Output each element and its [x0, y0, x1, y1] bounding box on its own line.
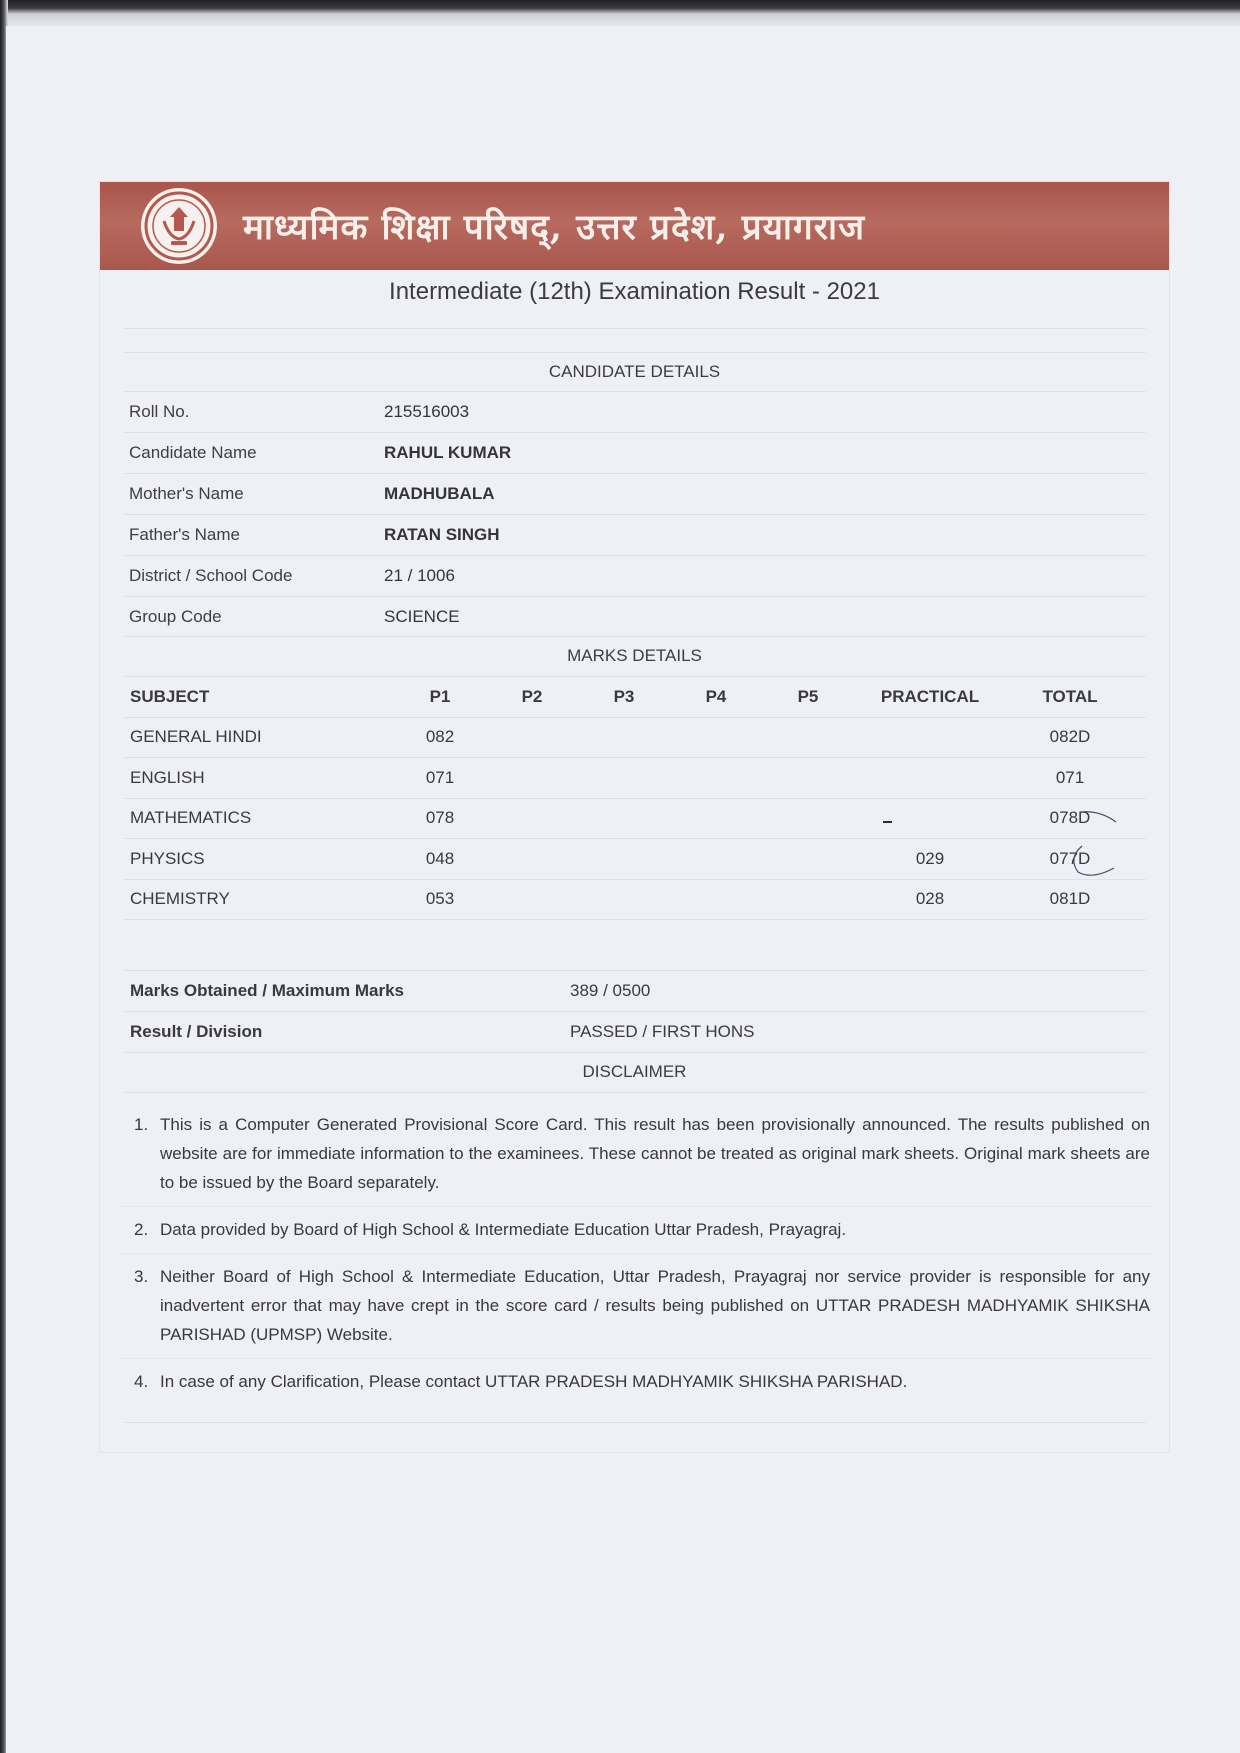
divider — [124, 352, 1146, 353]
column-header: SUBJECT — [130, 687, 210, 706]
divider — [124, 1422, 1146, 1423]
p1-cell: 071 — [425, 768, 455, 787]
upmsp-seal-icon — [141, 188, 217, 264]
board-name: माध्यमिक शिक्षा परिषद्, उत्तर प्रदेश, प्रयागराज — [243, 206, 866, 248]
total-cell: 081D — [1049, 889, 1091, 908]
candidate-row-school-code — [100, 556, 1169, 596]
field-label: District / School Code — [129, 566, 293, 585]
item-text: This is a Computer Generated Provisional Score Card. This result has been provisionally announced. The results published on website are for immediate information to the examinees. These cannot be treated as original mark sheets. Original mark sheets are to be issued by the Board separately. — [160, 1115, 1150, 1192]
field-value: SCIENCE — [384, 607, 460, 626]
item-number: 2. — [134, 1220, 149, 1239]
total-cell: 082D — [1049, 727, 1091, 746]
table-row — [100, 717, 1169, 757]
divider — [124, 636, 1146, 637]
result-card — [99, 181, 1170, 1453]
divider — [124, 1052, 1146, 1053]
field-label: Father's Name — [129, 525, 240, 544]
candidate-row-roll — [100, 392, 1169, 432]
p1-cell: 082 — [425, 727, 455, 746]
item-text: Data provided by Board of High School & Intermediate Education Uttar Pradesh, Prayagraj. — [160, 1220, 847, 1239]
item-number: 4. — [134, 1372, 149, 1391]
disclaimer-list — [120, 1102, 1150, 1405]
practical-cell: 028 — [915, 889, 945, 908]
marks-summary-row — [100, 971, 1169, 1011]
list-item — [120, 1254, 1150, 1359]
item-text: Neither Board of High School & Intermediate Education, Uttar Pradesh, Prayagraj nor service provider is responsible for any inadvertent error that may have crept in the score card / results being published on UTTAR PRADESH MADHYAMIK SHIKSHA PARISHAD (UPMSP) Website. — [160, 1267, 1150, 1344]
result-row — [100, 1012, 1169, 1052]
table-row — [100, 758, 1169, 798]
column-header: PRACTICAL — [880, 687, 980, 706]
candidate-row-name — [100, 433, 1169, 473]
subject-cell: MATHEMATICS — [130, 808, 252, 827]
field-label: Candidate Name — [129, 443, 257, 462]
page-title: Intermediate (12th) Examination Result - 2021 — [389, 278, 880, 305]
field-value: RAHUL KUMAR — [384, 443, 512, 462]
total-cell: 077D — [1049, 849, 1091, 868]
field-label: Group Code — [129, 607, 222, 626]
item-number: 3. — [134, 1267, 149, 1286]
pen-dash-mark — [882, 819, 894, 825]
divider — [124, 328, 1146, 329]
list-item — [120, 1359, 1150, 1405]
item-number: 1. — [134, 1115, 149, 1134]
scan-border-top — [0, 0, 1240, 28]
subject-cell: ENGLISH — [130, 768, 205, 787]
column-header: TOTAL — [1042, 687, 1098, 706]
field-label: Roll No. — [129, 402, 190, 421]
field-value: 21 / 1006 — [384, 566, 455, 585]
list-item — [120, 1102, 1150, 1207]
item-text: In case of any Clarification, Please contact UTTAR PRADESH MADHYAMIK SHIKSHA PARISHAD. — [160, 1372, 908, 1391]
field-value: RATAN SINGH — [384, 525, 500, 544]
total-cell: 071 — [1055, 768, 1085, 787]
practical-cell: 029 — [915, 849, 945, 868]
result-value: PASSED / FIRST HONS — [570, 1022, 755, 1041]
column-header: P3 — [613, 687, 635, 706]
disclaimer-heading: DISCLAIMER — [582, 1062, 687, 1081]
result-label: Result / Division — [130, 1022, 263, 1041]
table-row — [100, 839, 1169, 879]
divider — [124, 919, 1146, 920]
field-value: MADHUBALA — [384, 484, 495, 503]
table-row — [100, 798, 1169, 838]
table-row — [100, 879, 1169, 919]
divider — [124, 1092, 1146, 1093]
field-value: 215516003 — [384, 402, 470, 421]
column-header: P4 — [705, 687, 727, 706]
marks-header-row — [100, 677, 1169, 717]
column-header: P1 — [429, 687, 451, 706]
subject-cell: PHYSICS — [130, 849, 205, 868]
header-banner — [100, 182, 1169, 270]
marks-obtained-value: 389 / 0500 — [570, 981, 651, 1000]
candidate-row-mother — [100, 474, 1169, 514]
column-header: P2 — [521, 687, 543, 706]
p1-cell: 053 — [425, 889, 455, 908]
p1-cell: 078 — [425, 808, 455, 827]
candidate-row-group — [100, 597, 1169, 637]
column-header: P5 — [797, 687, 819, 706]
marks-details-heading: MARKS DETAILS — [567, 646, 702, 665]
p1-cell: 048 — [425, 849, 455, 868]
marks-obtained-label: Marks Obtained / Maximum Marks — [130, 981, 404, 1000]
subject-cell: GENERAL HINDI — [130, 727, 262, 746]
list-item — [120, 1207, 1150, 1254]
field-label: Mother's Name — [129, 484, 244, 503]
candidate-row-father — [100, 515, 1169, 555]
subject-cell: CHEMISTRY — [130, 889, 230, 908]
pen-tick-mark — [1060, 802, 1120, 892]
candidate-details-heading: CANDIDATE DETAILS — [548, 362, 721, 381]
total-cell: 078D — [1049, 808, 1091, 827]
